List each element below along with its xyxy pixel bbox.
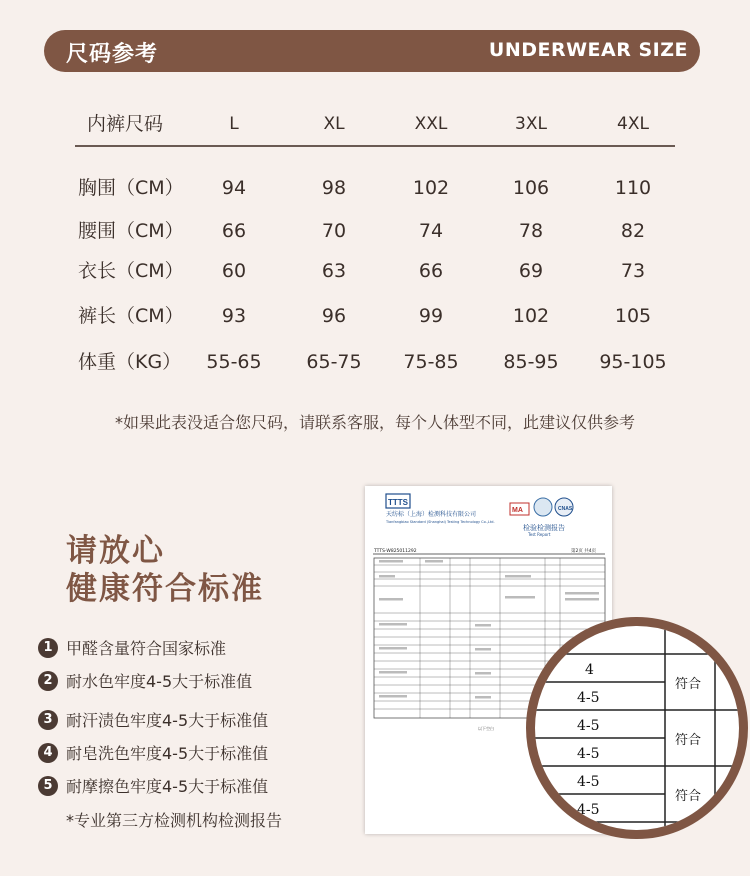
report-company-en: Tianfangbiao Standard (Shanghai) Testing Technology Co.,Ltd.: [386, 520, 495, 524]
list-item: [38, 669, 252, 693]
header-divider: [75, 145, 675, 147]
lens-result: 符合: [675, 677, 702, 692]
ilac-mark: [534, 498, 552, 516]
size-col-3xl: 3XL: [515, 114, 547, 134]
list-item-text: 甲醛含量符合国家标准: [66, 639, 227, 658]
banner-title-cn: 尺码参考: [66, 42, 159, 67]
table-cell: 82: [620, 220, 646, 242]
lens-result: 符合: [675, 733, 702, 748]
report-logo-text: TTTS: [388, 498, 408, 507]
table-cell: 70: [321, 220, 347, 242]
lens-value: 4-5: [577, 690, 600, 706]
report-title-cn: 检验检测报告: [523, 524, 565, 532]
table-cell: 96: [321, 305, 347, 327]
list-item-text: 耐皂洗色牢度4-5大于标准值: [66, 744, 269, 763]
report-number: TTTS-W825011292: [374, 549, 417, 554]
list-item-text: 耐汗渍色牢度4-5大于标准值: [66, 711, 269, 730]
size-col-xxl: XXL: [414, 114, 448, 134]
magnified-table: [535, 626, 739, 830]
list-item: [38, 741, 268, 765]
table-cell: 66: [221, 220, 247, 242]
report-company-cn: 天纺标（上海）检测科技有限公司: [386, 511, 477, 518]
table-cell: 63: [321, 260, 347, 282]
table-cell: 102: [412, 177, 450, 199]
list-item: [38, 774, 268, 798]
table-cell: 85-95: [503, 351, 559, 373]
size-col-4xl: 4XL: [617, 114, 649, 134]
row-label: 衣长（CM）: [78, 260, 184, 282]
table-row: [75, 296, 675, 336]
lens-value: 4-5: [577, 746, 600, 762]
lens-value: 4: [585, 662, 594, 678]
list-item: [38, 636, 226, 660]
table-cell: 65-75: [306, 351, 362, 373]
svg-text:MA: MA: [512, 507, 523, 514]
lens-result: 符合: [675, 789, 702, 804]
size-banner: [44, 30, 700, 72]
table-cell: 60: [221, 260, 247, 282]
table-cell: 73: [620, 260, 646, 282]
table-cell: 105: [614, 305, 652, 327]
lens-value: 4-5: [577, 802, 600, 818]
number-badge: 1: [38, 638, 58, 658]
number-badge: 5: [38, 776, 58, 796]
table-cell: 95-105: [599, 351, 667, 373]
table-row: [75, 211, 675, 251]
report-title-en: Test Report: [528, 532, 551, 537]
row-label: 裤长（CM）: [78, 305, 184, 327]
table-row: [75, 168, 675, 208]
table-cell: 93: [221, 305, 247, 327]
header-label: 内裤尺码: [87, 113, 164, 135]
table-cell: 102: [512, 305, 550, 327]
magnifier-lens: [526, 617, 748, 839]
table-cell: 75-85: [403, 351, 459, 373]
table-cell: 74: [418, 220, 444, 242]
assurance-heading-1: 请放心: [66, 533, 165, 569]
table-cell: 99: [418, 305, 444, 327]
list-item-text: 耐水色牢度4-5大于标准值: [66, 672, 253, 691]
row-label: 腰围（CM）: [78, 220, 184, 242]
table-cell: 78: [518, 220, 544, 242]
number-badge: 4: [38, 743, 58, 763]
table-cell: 55-65: [206, 351, 262, 373]
size-table-header: [75, 104, 675, 144]
table-row: [75, 251, 675, 291]
report-page: 第2页 共4页: [571, 549, 597, 554]
table-cell: 69: [518, 260, 544, 282]
report-footer: 以下空白: [478, 726, 494, 731]
table-cell: 98: [321, 177, 347, 199]
number-badge: 2: [38, 671, 58, 691]
assurance-heading-2: 健康符合标准: [66, 571, 264, 607]
lens-value: 4-5: [577, 774, 600, 790]
table-cell: 94: [221, 177, 247, 199]
row-label: 体重（KG）: [78, 351, 182, 373]
list-item-text: 耐摩擦色牢度4-5大于标准值: [66, 777, 269, 796]
size-note: *如果此表没适合您尺码，请联系客服，每个人体型不同，此建议仅供参考: [114, 413, 635, 432]
table-row: [75, 342, 675, 382]
lens-value: 4-5: [577, 718, 600, 734]
banner-title-en: UNDERWEAR SIZE: [488, 39, 688, 61]
number-badge: 3: [38, 710, 58, 730]
assurance-footnote: *专业第三方检测机构检测报告: [66, 811, 283, 830]
svg-text:CNAS: CNAS: [558, 506, 573, 512]
table-cell: 110: [614, 177, 652, 199]
table-cell: 66: [418, 260, 444, 282]
size-col-l: L: [229, 114, 239, 134]
size-col-xl: XL: [323, 114, 345, 134]
list-item: [38, 708, 268, 732]
row-label: 胸围（CM）: [78, 177, 184, 199]
table-cell: 106: [512, 177, 550, 199]
